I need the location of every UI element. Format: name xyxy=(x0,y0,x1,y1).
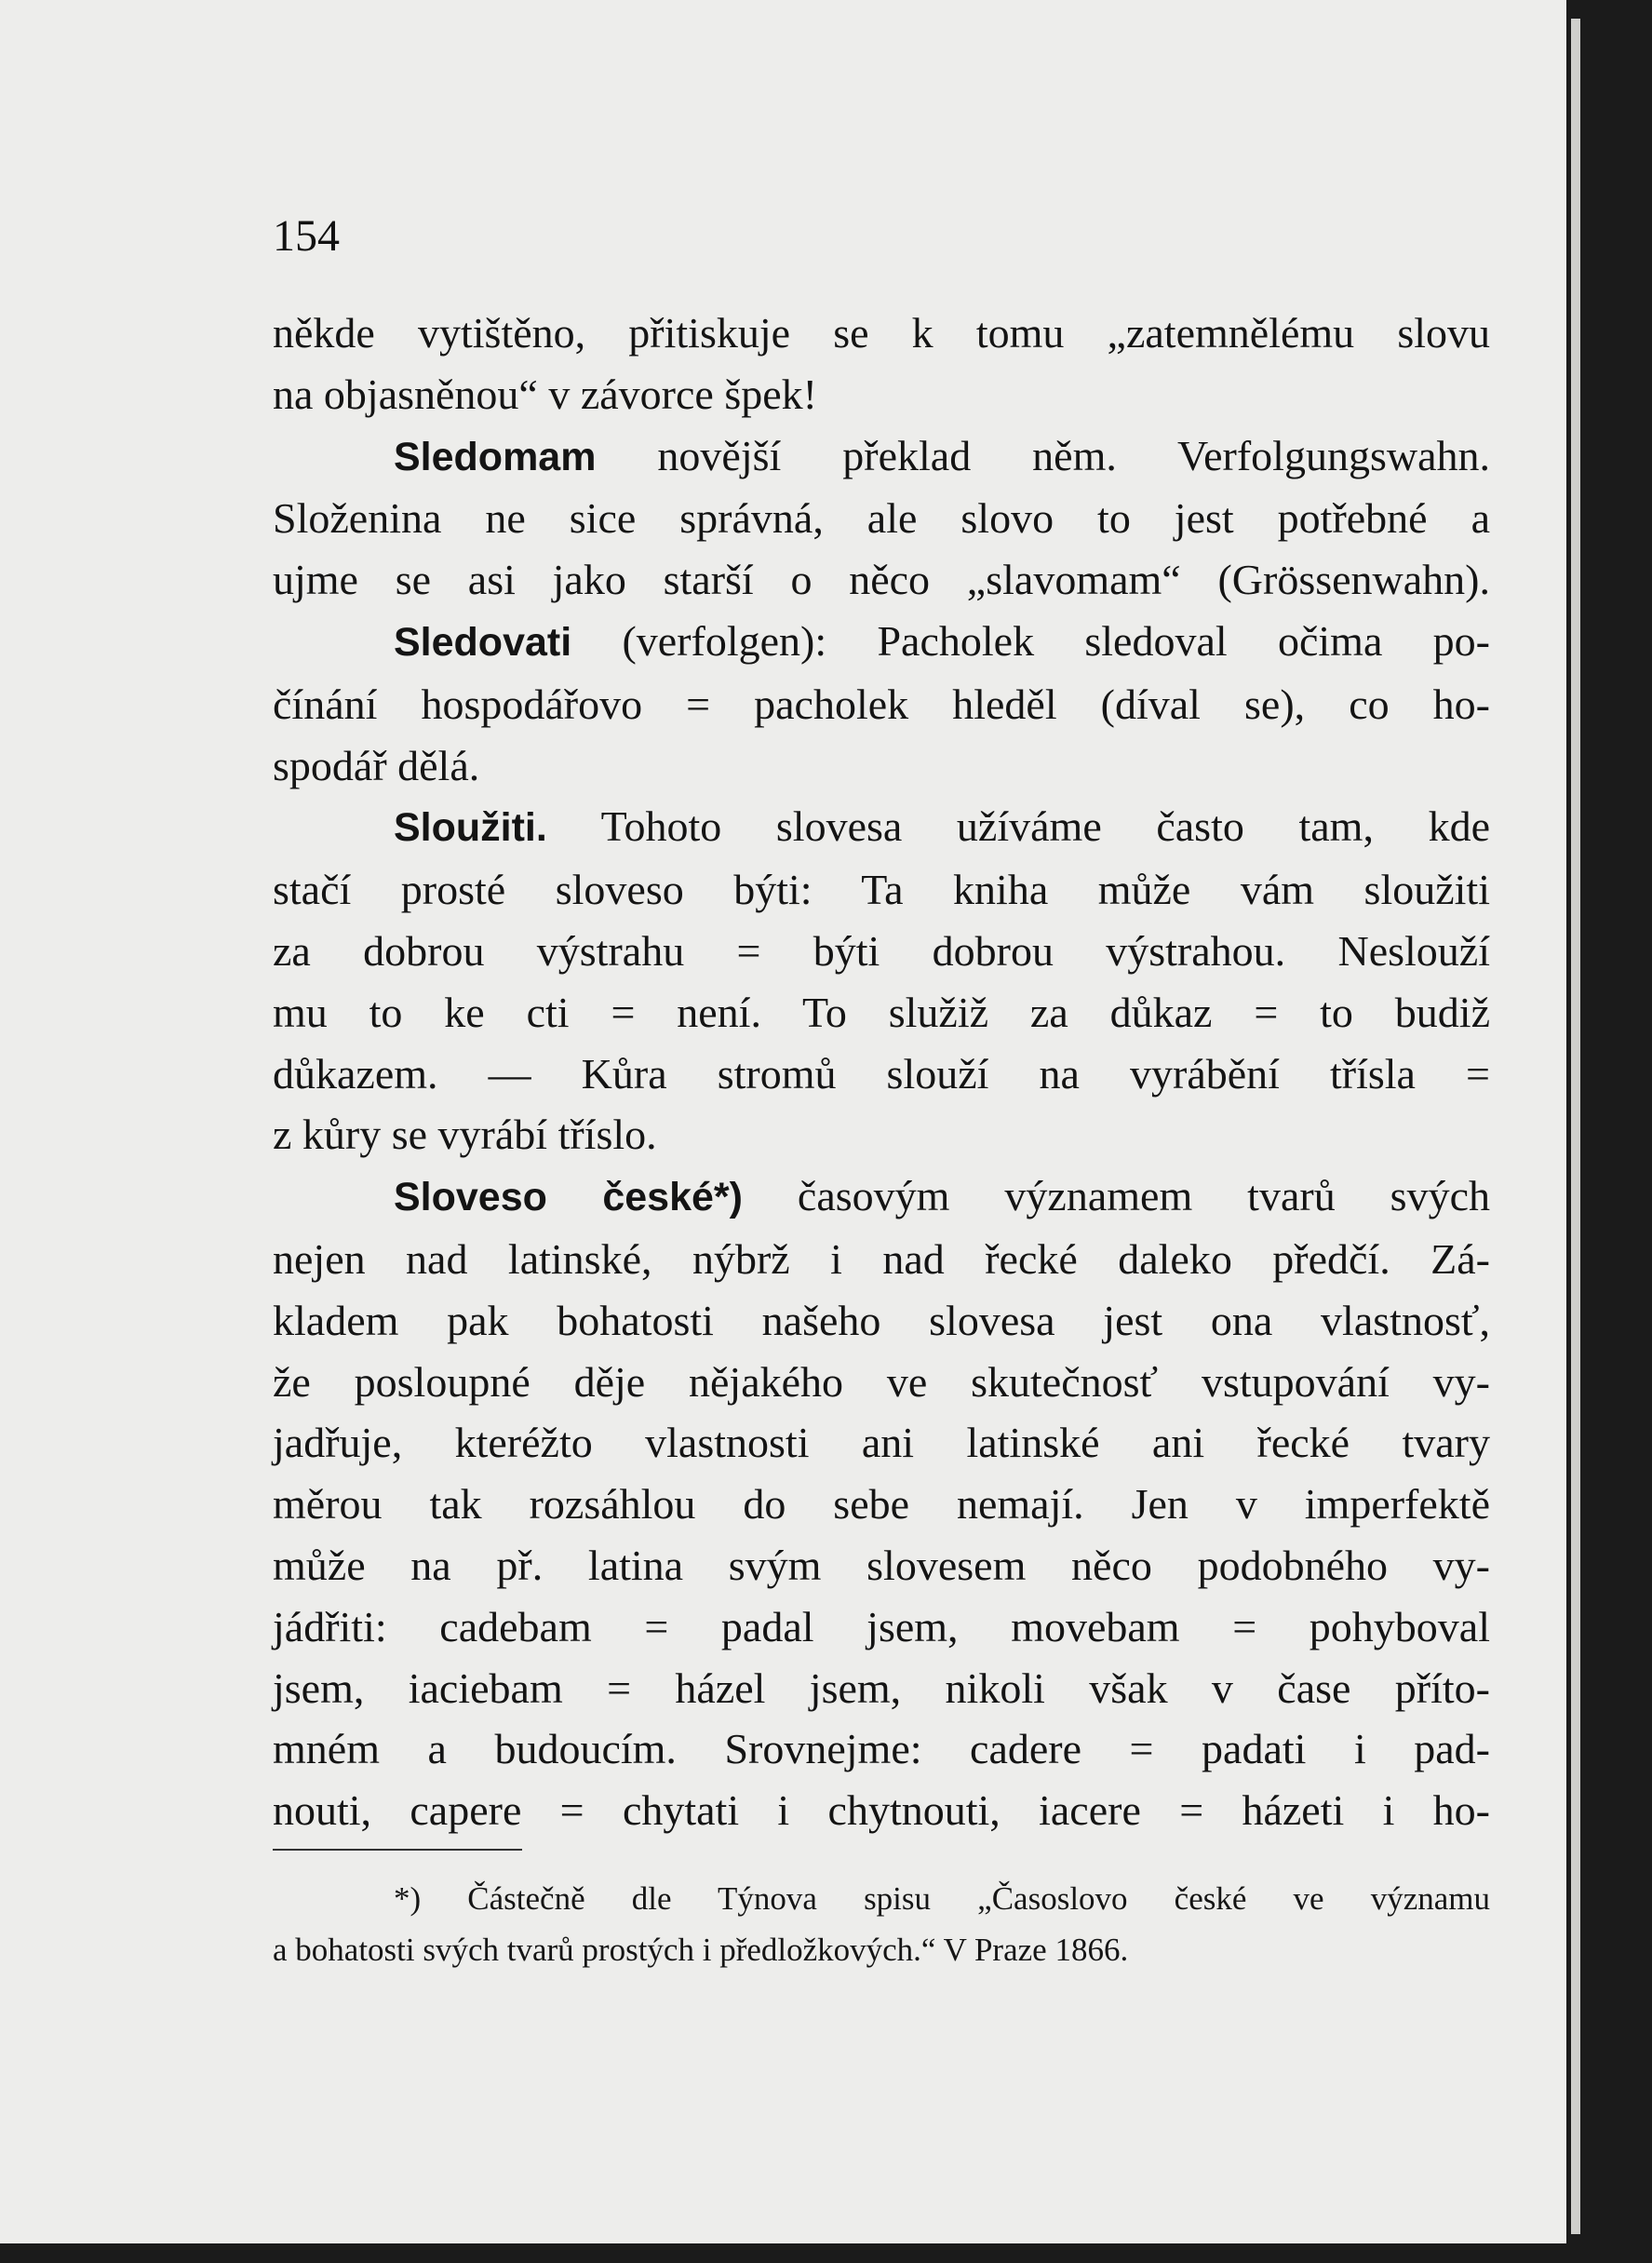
text-line: že posloupné děje nějakého ve skutečnosť vstupování vy- xyxy=(273,1357,1490,1406)
entry-line xyxy=(273,1165,1490,1229)
text-line: kladem pak bohatosti našeho slovesa jest ona vlastnosť, xyxy=(273,1296,1490,1344)
entry-line xyxy=(273,425,1490,489)
entry-text: časovým významem tvarů svých xyxy=(742,1172,1490,1220)
text-line: na objasněnou“ v závorce špek! xyxy=(273,370,817,418)
text-line: může na př. latina svým slovesem něco podobného vy- xyxy=(273,1541,1490,1589)
entry-text: Tohoto slovesa užíváme často tam, kde xyxy=(546,802,1490,851)
body-text xyxy=(273,303,1490,1841)
footnote xyxy=(273,1873,1490,1975)
footnote-divider xyxy=(273,1849,522,1851)
text-line: jsem, iaciebam = házel jsem, nikoli však v čase příto- xyxy=(273,1664,1490,1712)
text-line: mu to ke cti = není. To služiž za důkaz = to budiž xyxy=(273,988,1490,1036)
entry-headword: Sledomam xyxy=(394,434,597,479)
text-line: jádřiti: cadebam = padal jsem, movebam = pohyboval xyxy=(273,1602,1490,1650)
text-line: stačí prosté sloveso býti: Ta kniha může vám sloužiti xyxy=(273,866,1490,914)
entry-line xyxy=(273,796,1490,859)
text-line: někde vytištěno, přitiskuje se k tomu „zatemnělému slovu xyxy=(273,309,1490,357)
entry-headword: Sloužiti. xyxy=(394,805,547,851)
entry-line xyxy=(273,611,1490,674)
text-line: za dobrou výstrahu = býti dobrou výstrahou. Neslouží xyxy=(273,926,1490,975)
text-line: nejen nad latinské, nýbrž i nad řecké daleko předčí. Zá- xyxy=(273,1234,1490,1283)
text-line: důkazem. — Kůra stromů slouží na vyrábění třísla = xyxy=(273,1049,1490,1098)
page-number: 154 xyxy=(273,211,340,261)
text-line: ujme se asi jako starší o něco „slavomam“ (Grössenwahn). xyxy=(273,556,1490,604)
text-line: spodář dělá. xyxy=(273,741,480,789)
page-edge xyxy=(1571,19,1580,2234)
footnote-line: *) Částečně dle Týnova spisu „Časoslovo české ve významu xyxy=(394,1880,1490,1917)
entry-text: (verfolgen): Pacholek sledoval očima po- xyxy=(571,616,1490,665)
footnote-line: a bohatosti svých tvarů prostých i předložkových.“ V Praze 1866. xyxy=(273,1932,1129,1968)
text-line: z kůry se vyrábí tříslo. xyxy=(273,1111,657,1159)
text-line: Složenina ne sice správná, ale slovo to jest potřebné a xyxy=(273,494,1490,543)
entry-headword: Sledovati xyxy=(394,619,572,665)
text-line: čínání hospodářovo = pacholek hleděl (díval se), co ho- xyxy=(273,680,1490,728)
entry-headword: Sloveso české*) xyxy=(394,1175,743,1220)
text-line: nouti, capere = chytati i chytnouti, iacere = házeti i ho- xyxy=(273,1786,1490,1835)
entry-text: novější překlad něm. Verfolgungswahn. xyxy=(596,431,1490,479)
text-line: jadřuje, kteréžto vlastnosti ani latinské ani řecké tvary xyxy=(273,1419,1490,1467)
text-line: mném a budoucím. Srovnejme: cadere = padati i pad- xyxy=(273,1725,1490,1773)
text-line: měrou tak rozsáhlou do sebe nemají. Jen v imperfektě xyxy=(273,1480,1490,1529)
